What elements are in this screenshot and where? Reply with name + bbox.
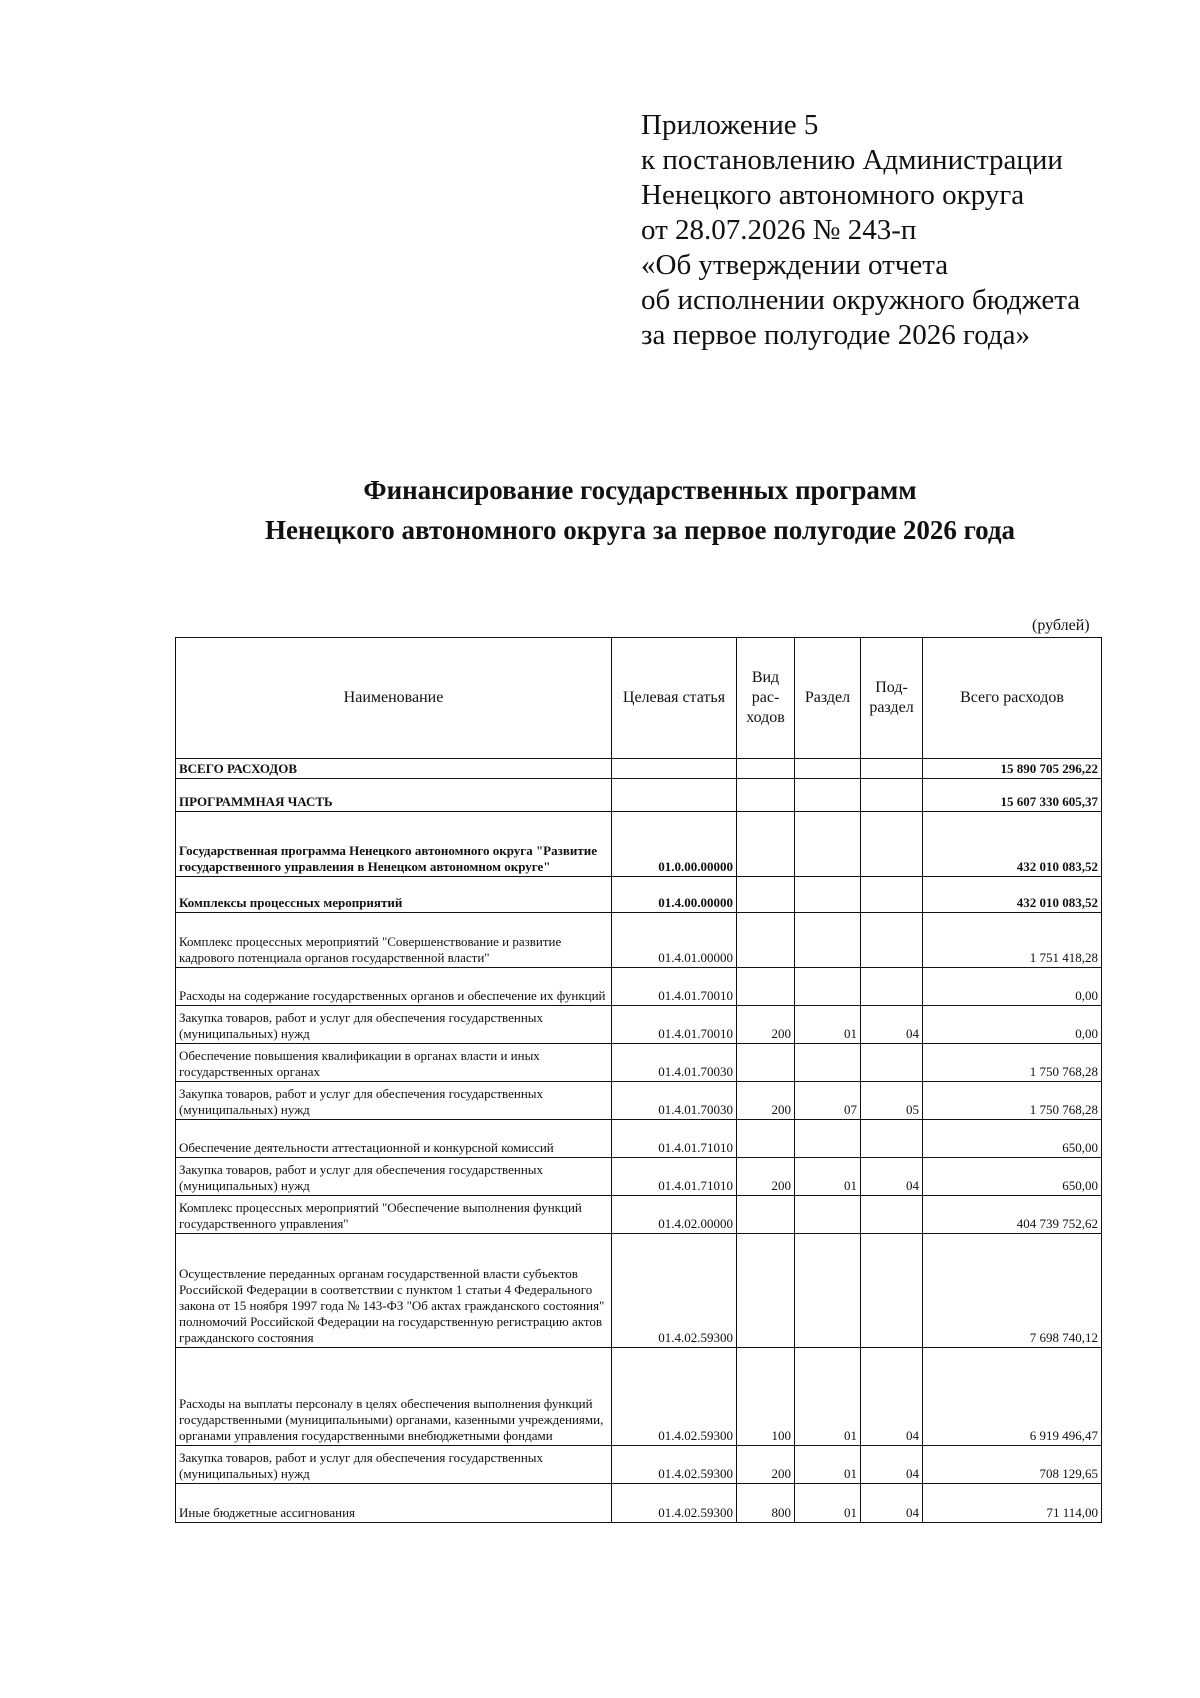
title-line-1: Финансирование государственных программ: [363, 475, 917, 505]
row-section: 07: [795, 1082, 861, 1120]
row-total: 432 010 083,52: [923, 877, 1102, 913]
row-name: Закупка товаров, работ и услуг для обеспечения государственных (муниципальных) нужд: [176, 1446, 612, 1484]
financing-table: [175, 637, 1102, 1523]
row-total: 0,00: [923, 1006, 1102, 1044]
row-section: 01: [795, 1446, 861, 1484]
row-name: Расходы на содержание государственных органов и обеспечение их функций: [176, 968, 612, 1006]
row-section: [795, 1044, 861, 1082]
table-row: [176, 1348, 1102, 1446]
table-row: [176, 1006, 1102, 1044]
row-kind: [737, 1044, 795, 1082]
row-name: Осуществление переданных органам государственной власти субъектов Российской Федерации в соответствии с пунктом 1 статьи 4 Федерального закона от 15 ноября 1997 года № 143-ФЗ "Об актах гражданского состояния" полномочий Российской Федерации на государственную регистрацию актов гражданского состояния: [176, 1234, 612, 1348]
row-target: 01.4.01.00000: [612, 913, 737, 968]
row-name: Закупка товаров, работ и услуг для обеспечения государственных (муниципальных) нужд: [176, 1082, 612, 1120]
table-row: [176, 1120, 1102, 1158]
row-target: 01.4.02.59300: [612, 1234, 737, 1348]
table-row: [176, 1044, 1102, 1082]
row-kind: [737, 1196, 795, 1234]
table-row: [176, 1082, 1102, 1120]
header-expense-kind: Вид рас-ходов: [737, 638, 795, 759]
row-total: 708 129,65: [923, 1446, 1102, 1484]
row-subsection: [861, 1196, 923, 1234]
row-subsection: [861, 1044, 923, 1082]
row-kind: [737, 913, 795, 968]
row-subsection: 04: [861, 1158, 923, 1196]
row-name: Обеспечение деятельности аттестационной и конкурсной комиссий: [176, 1120, 612, 1158]
row-subsection: [861, 913, 923, 968]
header-section: Раздел: [795, 638, 861, 759]
row-section: [795, 968, 861, 1006]
row-target: 01.4.02.59300: [612, 1348, 737, 1446]
row-total: 404 739 752,62: [923, 1196, 1102, 1234]
row-name: Иные бюджетные ассигнования: [176, 1484, 612, 1523]
row-section: [795, 1196, 861, 1234]
header-subsection: Под-раздел: [861, 638, 923, 759]
table-row: [176, 759, 1102, 779]
row-subsection: [861, 779, 923, 812]
row-target: 01.4.02.00000: [612, 1196, 737, 1234]
row-subsection: [861, 759, 923, 779]
row-target: 01.4.01.71010: [612, 1158, 737, 1196]
row-section: [795, 877, 861, 913]
row-subsection: [861, 877, 923, 913]
row-total: 0,00: [923, 968, 1102, 1006]
table-row: [176, 1234, 1102, 1348]
row-kind: [737, 1120, 795, 1158]
row-total: 15 607 330 605,37: [923, 779, 1102, 812]
row-subsection: [861, 1234, 923, 1348]
row-kind: [737, 779, 795, 812]
row-subsection: [861, 1120, 923, 1158]
row-kind: 100: [737, 1348, 795, 1446]
row-name: Закупка товаров, работ и услуг для обеспечения государственных (муниципальных) нужд: [176, 1006, 612, 1044]
row-name: Государственная программа Ненецкого автономного округа "Развитие государственного управления в Ненецком автономном округе": [176, 812, 612, 877]
row-name: ВСЕГО РАСХОДОВ: [176, 759, 612, 779]
row-kind: [737, 877, 795, 913]
row-target: 01.4.01.70030: [612, 1082, 737, 1120]
row-kind: [737, 759, 795, 779]
row-target: 01.0.00.00000: [612, 812, 737, 877]
header-name: Наименование: [176, 638, 612, 759]
appendix-line: от 28.07.2026 № 243-п: [641, 214, 917, 246]
row-total: 650,00: [923, 1120, 1102, 1158]
row-kind: [737, 1234, 795, 1348]
header-total: Всего расходов: [923, 638, 1102, 759]
row-kind: 200: [737, 1446, 795, 1484]
table-header-row: [176, 638, 1102, 759]
row-kind: [737, 812, 795, 877]
row-kind: [737, 968, 795, 1006]
row-subsection: [861, 968, 923, 1006]
row-section: [795, 812, 861, 877]
table-row: [176, 1158, 1102, 1196]
row-section: 01: [795, 1484, 861, 1523]
row-kind: 200: [737, 1082, 795, 1120]
appendix-line: Приложение 5: [641, 109, 819, 141]
title-line-2: Ненецкого автономного округа за первое полугодие 2026 года: [264, 515, 1016, 545]
row-section: [795, 913, 861, 968]
row-section: [795, 1234, 861, 1348]
row-subsection: [861, 812, 923, 877]
row-name: ПРОГРАММНАЯ ЧАСТЬ: [176, 779, 612, 812]
row-section: [795, 779, 861, 812]
row-total: 432 010 083,52: [923, 812, 1102, 877]
row-subsection: 04: [861, 1484, 923, 1523]
row-total: 71 114,00: [923, 1484, 1102, 1523]
row-target: [612, 779, 737, 812]
appendix-line: «Об утверждении отчета: [641, 249, 949, 281]
row-name: Комплекс процессных мероприятий "Обеспечение выполнения функций государственного управления": [176, 1196, 612, 1234]
row-total: 1 751 418,28: [923, 913, 1102, 968]
table-row: [176, 913, 1102, 968]
row-total: 15 890 705 296,22: [923, 759, 1102, 779]
row-target: 01.4.01.70030: [612, 1044, 737, 1082]
document-title: [0, 470, 1200, 550]
row-total: 650,00: [923, 1158, 1102, 1196]
appendix-line: Ненецкого автономного округа: [641, 179, 1025, 211]
header-target-article: Целевая статья: [612, 638, 737, 759]
row-name: Комплекс процессных мероприятий "Совершенствование и развитие кадрового потенциала органов государственной власти": [176, 913, 612, 968]
row-target: 01.4.02.59300: [612, 1484, 737, 1523]
table-row: [176, 968, 1102, 1006]
row-name: Обеспечение повышения квалификации в органах власти и иных государственных органах: [176, 1044, 612, 1082]
table-row: [176, 779, 1102, 812]
row-section: [795, 1120, 861, 1158]
appendix-line: за первое полугодие 2026 года»: [641, 319, 1030, 351]
table-row: [176, 1484, 1102, 1523]
currency-unit: (рублей): [1032, 617, 1090, 634]
row-name: Закупка товаров, работ и услуг для обеспечения государственных (муниципальных) нужд: [176, 1158, 612, 1196]
row-target: 01.4.01.70010: [612, 968, 737, 1006]
row-name: Расходы на выплаты персоналу в целях обеспечения выполнения функций государственными (муниципальными) органами, казенными учреждениями, органами управления государственными внебюджетными фондами: [176, 1348, 612, 1446]
row-kind: 200: [737, 1006, 795, 1044]
row-section: [795, 759, 861, 779]
appendix-header: [641, 108, 1080, 353]
row-total: 7 698 740,12: [923, 1234, 1102, 1348]
row-section: 01: [795, 1006, 861, 1044]
appendix-line: к постановлению Администрации: [641, 144, 1063, 176]
row-total: 6 919 496,47: [923, 1348, 1102, 1446]
row-target: 01.4.02.59300: [612, 1446, 737, 1484]
row-total: 1 750 768,28: [923, 1044, 1102, 1082]
table-row: [176, 1196, 1102, 1234]
row-target: [612, 759, 737, 779]
row-target: 01.4.01.70010: [612, 1006, 737, 1044]
row-subsection: 05: [861, 1082, 923, 1120]
appendix-line: об исполнении окружного бюджета: [641, 284, 1081, 316]
row-name: Комплексы процессных мероприятий: [176, 877, 612, 913]
row-subsection: 04: [861, 1006, 923, 1044]
row-total: 1 750 768,28: [923, 1082, 1102, 1120]
table-row: [176, 877, 1102, 913]
row-target: 01.4.01.71010: [612, 1120, 737, 1158]
row-section: 01: [795, 1158, 861, 1196]
table-row: [176, 1446, 1102, 1484]
row-target: 01.4.00.00000: [612, 877, 737, 913]
row-subsection: 04: [861, 1446, 923, 1484]
table-row: [176, 812, 1102, 877]
row-kind: 800: [737, 1484, 795, 1523]
row-subsection: 04: [861, 1348, 923, 1446]
row-section: 01: [795, 1348, 861, 1446]
row-kind: 200: [737, 1158, 795, 1196]
